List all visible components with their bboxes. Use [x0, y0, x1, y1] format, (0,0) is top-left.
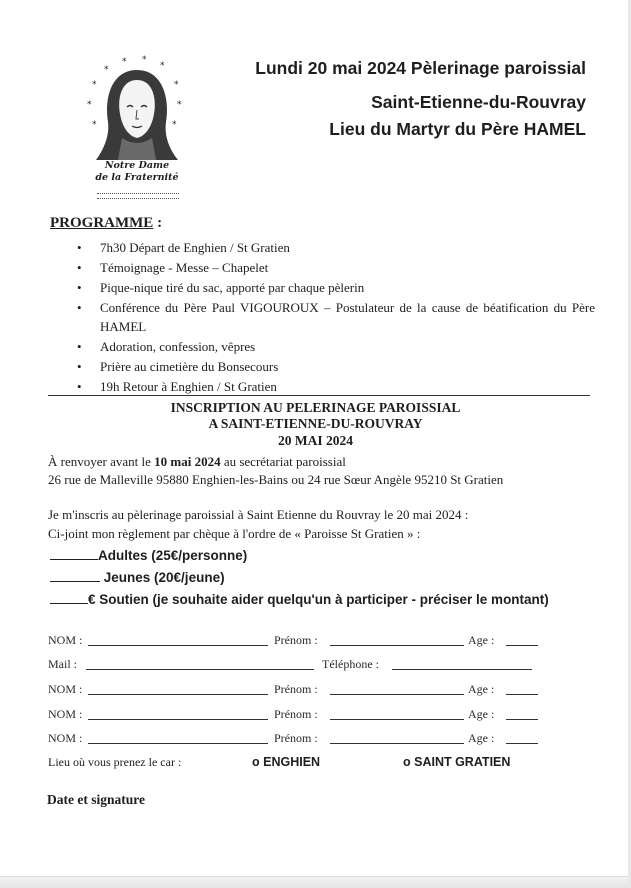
prenom-field[interactable]	[330, 645, 464, 646]
enroll-statement: Je m'inscris au pèlerinage paroissial à Saint Etienne du Rouvray le 20 mai 2024 :	[48, 507, 469, 522]
participant-row-3	[48, 707, 608, 723]
youth-count-blank[interactable]	[50, 569, 100, 582]
svg-text:*: *	[122, 57, 127, 67]
prenom-label: Prénom :	[274, 633, 318, 647]
age-field[interactable]	[506, 719, 538, 720]
svg-text:*: *	[177, 100, 182, 110]
return-prefix: À renvoyer avant le	[48, 454, 155, 469]
car-pickup-label: Lieu où vous prenez le car :	[48, 755, 182, 769]
programme-item: • 7h30 Départ de Enghien / St Gratien	[50, 238, 595, 257]
support-option[interactable]	[50, 591, 549, 607]
return-instructions	[48, 454, 346, 470]
programme-item: • Prière au cimetière du Bonsecours	[50, 357, 595, 376]
programme-item: • Conférence du Père Paul VIGOUROUX – Postulateur de la cause de béatification du Père HAMEL	[50, 298, 595, 336]
car-option-enghien[interactable]: o ENGHIEN	[252, 755, 321, 769]
participant-row-2	[48, 682, 608, 698]
participant-row-1	[48, 633, 608, 649]
logo-caption-line1: Notre Dame	[104, 160, 170, 171]
age-field[interactable]	[506, 694, 538, 695]
nom-label: NOM :	[48, 731, 83, 745]
mail-label: Mail :	[48, 657, 77, 671]
nom-field[interactable]	[88, 719, 268, 720]
age-label: Age :	[468, 633, 495, 647]
svg-text:*: *	[92, 80, 97, 90]
svg-text:*: *	[92, 120, 97, 130]
logo-caption-line2: de la Fraternité	[95, 172, 179, 183]
programme-title-suffix: :	[153, 215, 163, 231]
section-divider	[48, 395, 590, 396]
telephone-field[interactable]	[392, 669, 532, 670]
svg-text:*: *	[104, 65, 109, 75]
date-signature-label: Date et signature	[47, 792, 145, 807]
car-option-saint-gratien[interactable]: o SAINT GRATIEN	[403, 755, 511, 769]
programme-item: • Témoignage - Messe – Chapelet	[50, 258, 595, 277]
prenom-label: Prénom :	[274, 707, 318, 721]
svg-text:*: *	[142, 55, 147, 65]
svg-text:*: *	[174, 80, 179, 90]
participant-row-4	[48, 731, 608, 747]
age-label: Age :	[468, 731, 495, 745]
svg-text:*: *	[87, 100, 92, 110]
support-label: € Soutien (je souhaite aider quelqu'un à participer - préciser le montant)	[88, 592, 549, 607]
telephone-label: Téléphone :	[322, 657, 379, 671]
age-field[interactable]	[506, 645, 538, 646]
programme-list	[50, 238, 595, 397]
programme-item: • Adoration, confession, vêpres	[50, 337, 595, 356]
addresses: 26 rue de Malleville 95880 Enghien-les-Bains ou 24 rue Sœur Angèle 95210 St Gratien	[48, 472, 504, 487]
svg-text:*: *	[172, 120, 177, 130]
page-bottom-edge	[0, 876, 631, 888]
programme-item: • Pique-nique tiré du sac, apporté par chaque pèlerin	[50, 278, 595, 297]
programme-item: • 19h Retour à Enghien / St Gratien	[50, 377, 595, 396]
prenom-field[interactable]	[330, 719, 464, 720]
nom-field[interactable]	[88, 694, 268, 695]
age-field[interactable]	[506, 743, 538, 744]
youth-option[interactable]	[50, 569, 225, 585]
prenom-label: Prénom :	[274, 682, 318, 696]
svg-text:*: *	[160, 61, 165, 71]
inscription-title: INSCRIPTION AU PELERINAGE PAROISSIAL	[170, 400, 461, 415]
return-deadline: 10 mai 2024	[154, 454, 221, 469]
prenom-field[interactable]	[330, 743, 464, 744]
event-title: Lundi 20 mai 2024 Pèlerinage paroissial	[255, 58, 586, 78]
return-suffix: au secrétariat paroissial	[220, 454, 346, 469]
event-location: Saint-Etienne-du-Rouvray	[371, 92, 586, 112]
adults-count-blank[interactable]	[50, 547, 98, 560]
nom-label: NOM :	[48, 682, 83, 696]
inscription-title-location: A SAINT-ETIENNE-DU-ROUVRAY	[208, 416, 423, 431]
prenom-label: Prénom :	[274, 731, 318, 745]
logo-subtext-decoration	[97, 193, 179, 199]
nom-label: NOM :	[48, 633, 83, 647]
support-amount-blank[interactable]	[50, 591, 88, 604]
prenom-field[interactable]	[330, 694, 464, 695]
programme-title: PROGRAMME	[50, 215, 154, 231]
adults-option[interactable]	[50, 547, 247, 563]
age-label: Age :	[468, 707, 495, 721]
adults-label: Adultes (25€/personne)	[98, 548, 248, 563]
youth-label: Jeunes (20€/jeune)	[103, 570, 225, 585]
payment-statement: Ci-joint mon règlement par chèque à l'ordre de « Paroisse St Gratien » :	[48, 526, 421, 541]
age-label: Age :	[468, 682, 495, 696]
nom-field[interactable]	[88, 645, 268, 646]
nom-label: NOM :	[48, 707, 83, 721]
inscription-title-date: 20 MAI 2024	[278, 433, 353, 448]
mail-field[interactable]	[86, 669, 314, 670]
contact-row	[48, 657, 608, 673]
event-subtitle: Lieu du Martyr du Père HAMEL	[329, 119, 586, 139]
programme-heading	[50, 215, 162, 232]
nom-field[interactable]	[88, 743, 268, 744]
logo-caption	[92, 160, 182, 184]
